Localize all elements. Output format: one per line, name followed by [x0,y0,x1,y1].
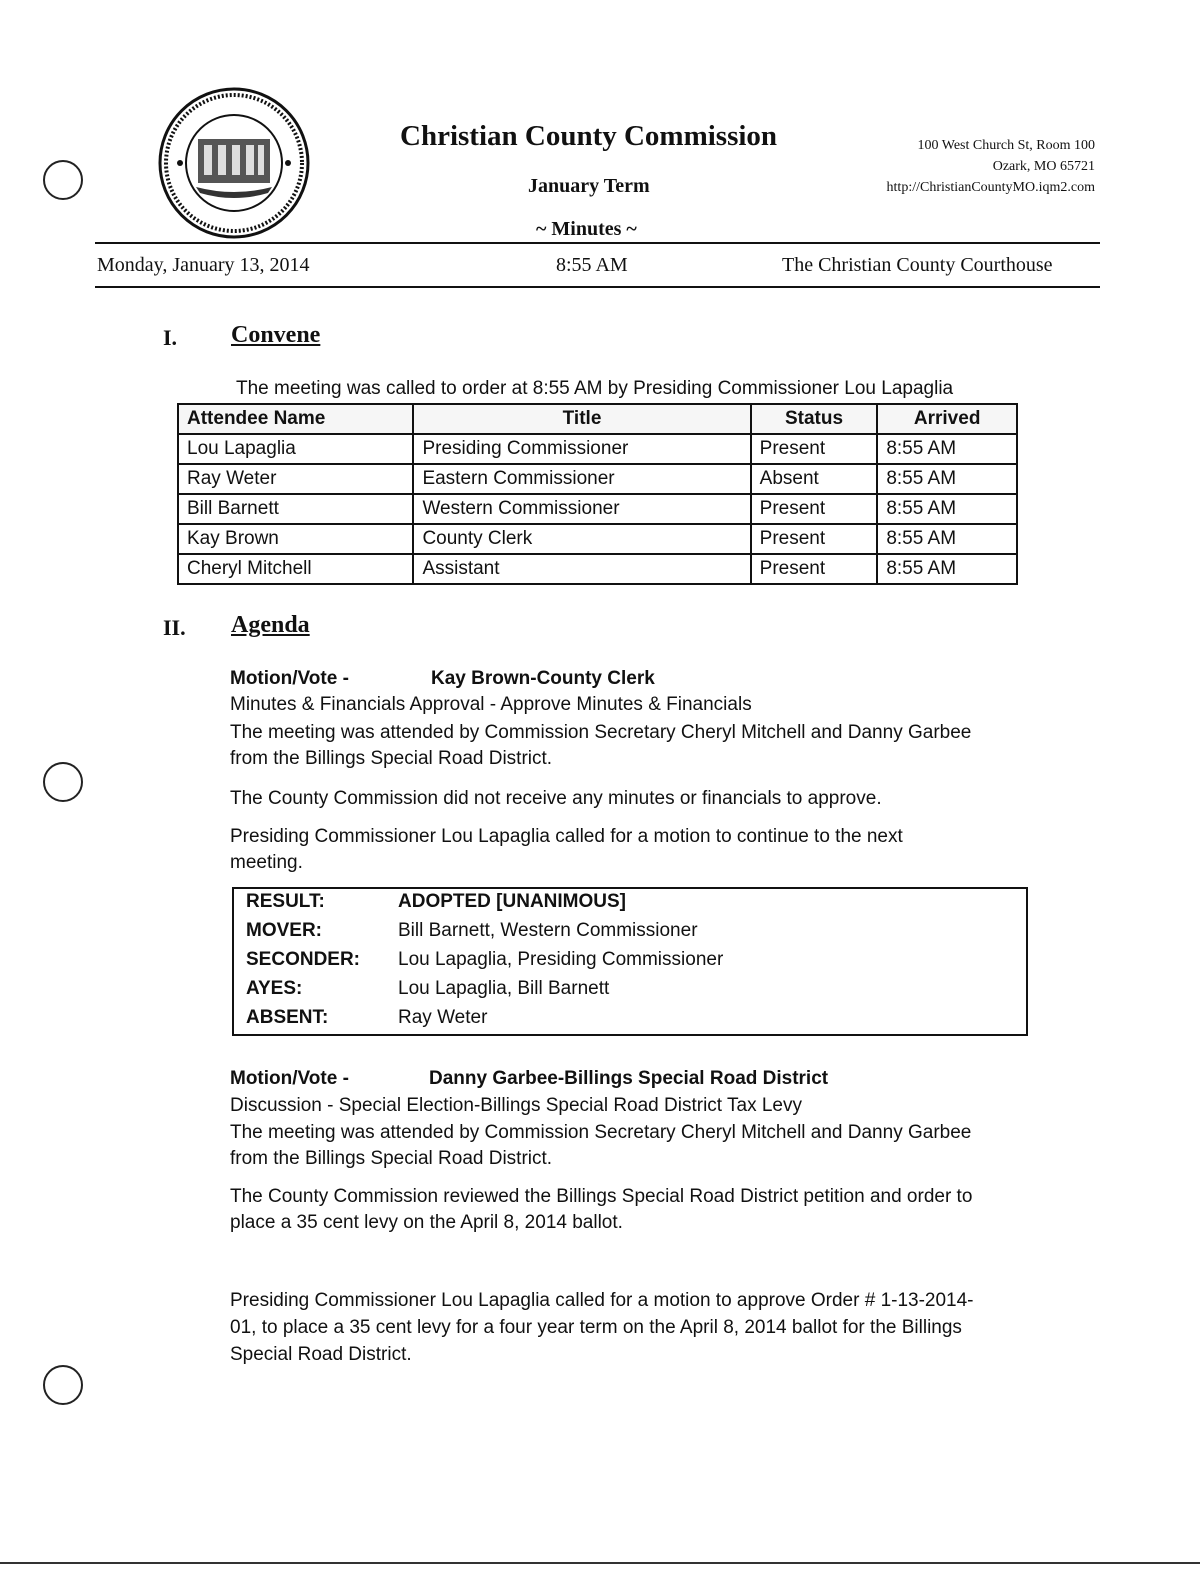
review-text: The County Commission reviewed the Billings Special Road District petition and order to [230,1186,973,1207]
column-header: Title [413,404,750,434]
address-street: 100 West Church St, Room 100 [917,138,1095,153]
address-block [887,135,1095,198]
website-link[interactable]: http://ChristianCountyMO.iqm2.com [886,180,1095,195]
attendee-title: Western Commissioner [413,494,750,524]
attendee-status: Present [751,494,878,524]
attendee-name: Bill Barnett [178,494,413,524]
vote-value: ADOPTED [UNANIMOUS] [398,891,626,912]
section-title-agenda: Agenda [231,612,310,638]
motion-by: Danny Garbee-Billings Special Road District [429,1068,829,1089]
vote-label: MOVER: [246,920,322,941]
table-row [178,554,1017,584]
attendee-name: Kay Brown [178,524,413,554]
vote-label: AYES: [246,978,303,999]
column-header: Attendee Name [178,404,413,434]
punch-hole [43,1365,83,1405]
table-row [178,434,1017,464]
vote-result-box [232,887,1028,1036]
commission-title: Christian County Commission [400,120,778,152]
attended-text: from the Billings Special Road District. [230,1148,553,1169]
vote-value: Lou Lapaglia, Presiding Commissioner [398,949,724,970]
motion-label: Motion/Vote - [230,668,349,689]
attendee-status: Present [751,554,878,584]
motion-call-text: meeting. [230,852,303,873]
section-number: II. [163,615,186,640]
column-header: Status [751,404,878,434]
vote-label: RESULT: [246,891,325,912]
county-seal-logo [158,87,310,239]
attendee-arrived: 8:55 AM [877,494,1017,524]
attendee-arrived: 8:55 AM [877,524,1017,554]
motion-by: Kay Brown-County Clerk [431,668,655,689]
attendee-arrived: 8:55 AM [877,434,1017,464]
attendee-name: Ray Weter [178,464,413,494]
meeting-date: Monday, January 13, 2014 [97,254,310,276]
vote-value: Lou Lapaglia, Bill Barnett [398,978,610,999]
agenda-subject: Discussion - Special Election-Billings Special Road District Tax Levy [230,1095,802,1116]
attendee-arrived: 8:55 AM [877,464,1017,494]
attendee-arrived: 8:55 AM [877,554,1017,584]
attendee-title: Eastern Commissioner [413,464,750,494]
attended-text: The meeting was attended by Commission Secretary Cheryl Mitchell and Danny Garbee [230,722,972,743]
called-to-order-text: The meeting was called to order at 8:55 AM by Presiding Commissioner Lou Lapaglia [236,378,954,399]
motion-call-text: Presiding Commissioner Lou Lapaglia called for a motion to continue to the next [230,826,903,847]
attended-text: from the Billings Special Road District. [230,748,553,769]
minutes-label: ~ Minutes ~ [536,218,637,240]
attendee-name: Cheryl Mitchell [178,554,413,584]
meeting-time: 8:55 AM [556,254,628,276]
header-divider [95,242,1100,244]
motion-call-text: Special Road District. [230,1344,412,1365]
attendee-status: Present [751,524,878,554]
table-row [178,464,1017,494]
table-row [178,494,1017,524]
section-number: I. [163,325,178,350]
agenda-note: The County Commission did not receive any minutes or financials to approve. [230,788,882,809]
attended-text: The meeting was attended by Commission Secretary Cheryl Mitchell and Danny Garbee [230,1122,972,1143]
attendee-title: Presiding Commissioner [413,434,750,464]
attendance-table [177,403,1018,585]
agenda-subject: Minutes & Financials Approval - Approve Minutes & Financials [230,694,752,715]
section-title-convene: Convene [231,322,321,348]
column-header: Arrived [877,404,1017,434]
table-header-row [178,404,1017,434]
table-row [178,524,1017,554]
attendee-title: County Clerk [413,524,750,554]
motion-call-text: Presiding Commissioner Lou Lapaglia called for a motion to approve Order # 1-13-2014- [230,1290,974,1311]
attendee-status: Present [751,434,878,464]
vote-label: SECONDER: [246,949,361,970]
attendee-status: Absent [751,464,878,494]
page-bottom-edge [0,1562,1200,1564]
punch-hole [43,762,83,802]
punch-hole [43,160,83,200]
vote-value: Ray Weter [398,1007,488,1028]
motion-call-text: 01, to place a 35 cent levy for a four year term on the April 8, 2014 ballot for the Billings [230,1317,962,1338]
attendee-name: Lou Lapaglia [178,434,413,464]
review-text: place a 35 cent levy on the April 8, 2014 ballot. [230,1212,623,1233]
meeting-location: The Christian County Courthouse [782,254,1053,276]
attendee-title: Assistant [413,554,750,584]
vote-value: Bill Barnett, Western Commissioner [398,920,698,941]
vote-label: ABSENT: [246,1007,329,1028]
address-city: Ozark, MO 65721 [992,159,1095,174]
term-label: January Term [528,175,650,197]
header-divider [95,286,1100,288]
motion-label: Motion/Vote - [230,1068,349,1089]
